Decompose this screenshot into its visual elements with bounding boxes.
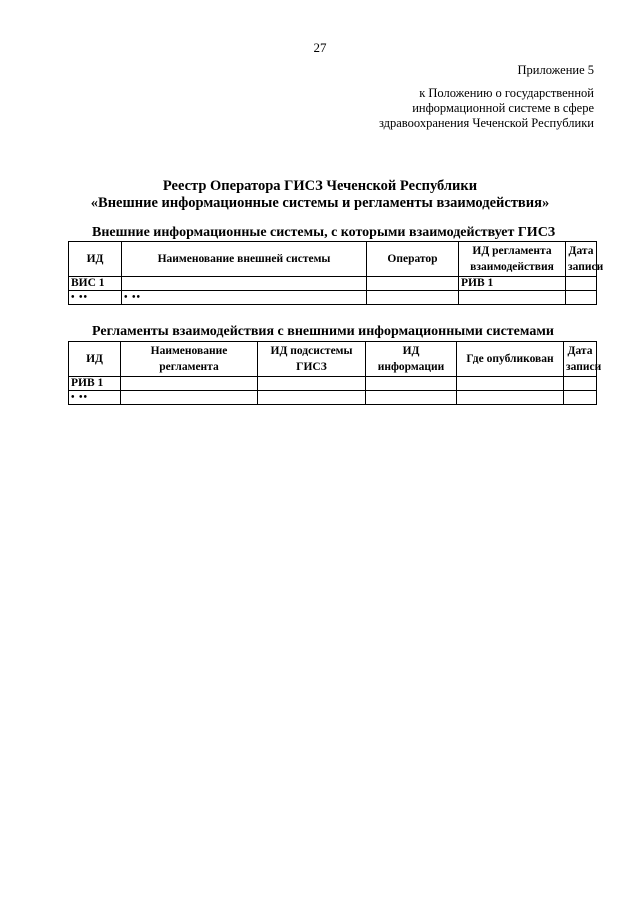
table-header-row: [69, 342, 597, 377]
table2-caption: Регламенты взаимодействия с внешними информационными системами: [92, 324, 554, 339]
appendix-reference-line: здравоохранения Чеченской Республики: [378, 116, 594, 130]
table-cell: [258, 377, 366, 391]
table-row: [69, 391, 597, 405]
regulations-table: [68, 341, 602, 405]
table-cell: РИВ 1: [459, 277, 566, 291]
table-cell: [457, 377, 564, 391]
table-cell: [566, 277, 597, 291]
table-row: [69, 291, 597, 305]
table-cell: [366, 391, 457, 405]
table-cell: • ••: [69, 291, 122, 305]
table-header-row: [69, 242, 597, 277]
document-title-line: «Внешние информационные системы и регламенты взаимодействия»: [90, 195, 550, 211]
appendix-reference: [379, 86, 594, 131]
table-cell: [122, 277, 367, 291]
table-cell: [121, 391, 258, 405]
table-cell: • ••: [122, 291, 367, 305]
table-cell: [566, 291, 597, 305]
column-header-regulation-id: ИД регламента взаимодействия: [459, 242, 566, 277]
column-header-id: ИД: [69, 342, 121, 377]
appendix-label: Приложение 5: [517, 63, 594, 77]
table-cell: [258, 391, 366, 405]
column-header-published-where: Где опубликован: [457, 342, 564, 377]
table-cell: [459, 291, 566, 305]
table-row: [69, 277, 597, 291]
table-cell: ВИС 1: [69, 277, 122, 291]
appendix-reference-line: информационной системе в сфере: [412, 101, 594, 115]
page-number: 27: [313, 40, 327, 55]
external-systems-table: [68, 241, 604, 305]
column-header-information-id: ИД информации: [366, 342, 457, 377]
table-cell: [367, 291, 459, 305]
column-header-operator: Оператор: [367, 242, 459, 277]
table-cell: [564, 377, 597, 391]
column-header-subsystem-id: ИД подсистемы ГИСЗ: [258, 342, 366, 377]
table-row: [69, 377, 597, 391]
column-header-record-date: Дата записи: [564, 342, 597, 377]
appendix-reference-line: к Положению о государственной: [419, 86, 594, 100]
table-cell: [366, 377, 457, 391]
table-cell: [564, 391, 597, 405]
column-header-record-date: Дата записи: [566, 242, 597, 277]
column-header-id: ИД: [69, 242, 122, 277]
table-cell: [457, 391, 564, 405]
column-header-system-name: Наименование внешней системы: [122, 242, 367, 277]
table-cell: [121, 377, 258, 391]
document-title: [0, 178, 640, 212]
table-cell: [367, 277, 459, 291]
table-cell: • ••: [69, 391, 121, 405]
document-title-line: Реестр Оператора ГИСЗ Чеченской Республики: [162, 178, 478, 194]
column-header-regulation-name: Наименование регламента: [121, 342, 258, 377]
table1-caption: Внешние информационные системы, с которыми взаимодействует ГИСЗ: [92, 225, 556, 240]
table-cell: РИВ 1: [69, 377, 121, 391]
